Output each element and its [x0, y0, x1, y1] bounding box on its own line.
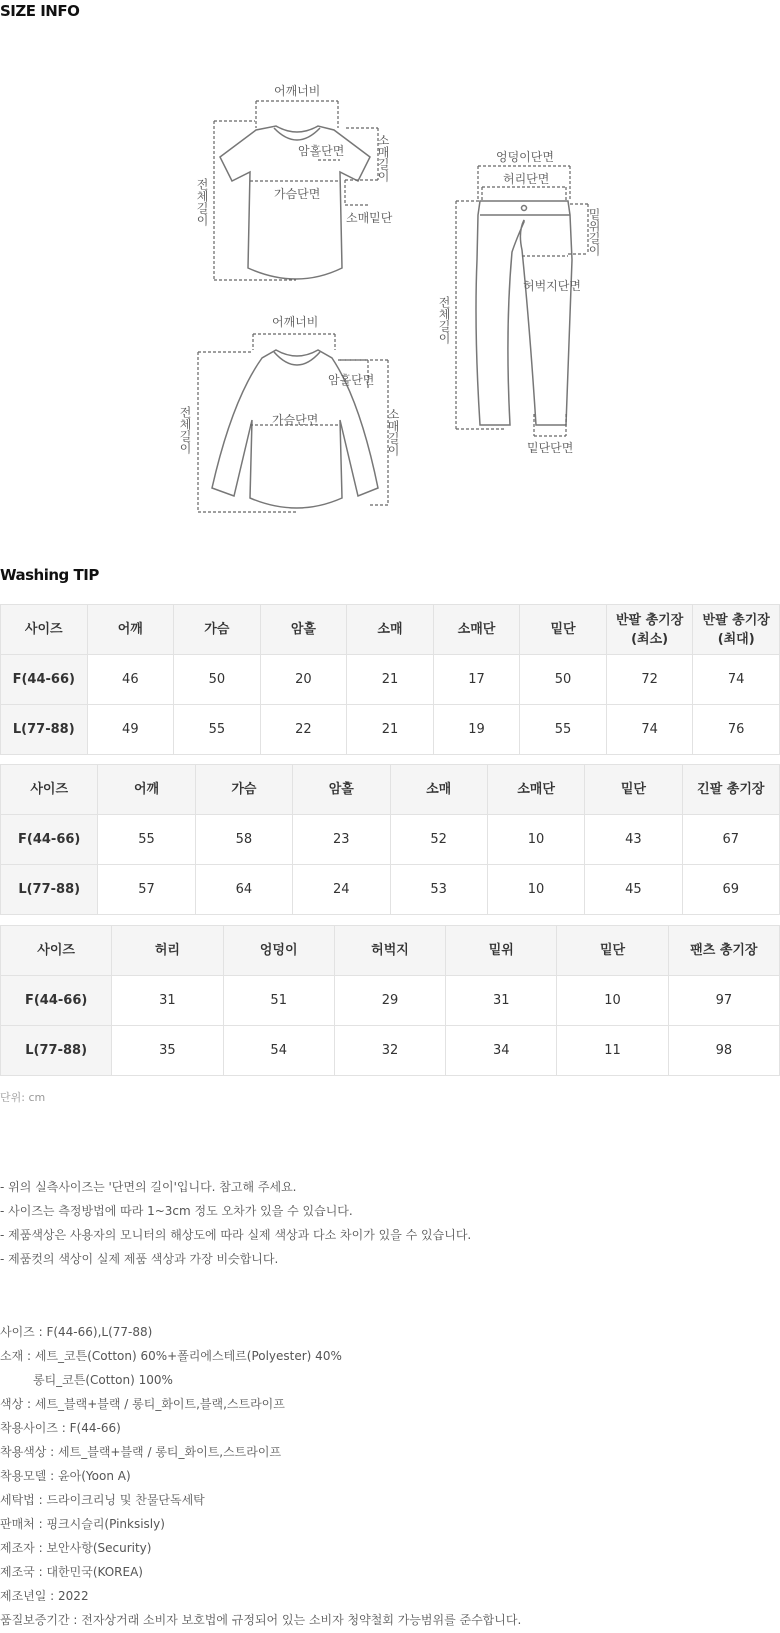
info-fit-size: 착용사이즈 : F(44-66)	[0, 1421, 121, 1435]
table-header-cell: 밑위	[446, 926, 557, 976]
table-cell: 98	[668, 1026, 779, 1076]
long-sleeve-size-table	[0, 764, 780, 915]
info-material: 소재 : 세트_코튼(Cotton) 60%+폴리에스테르(Polyester) 40%	[0, 1349, 342, 1363]
table-cell: 24	[293, 865, 390, 915]
note-line: - 제품컷의 색상이 실제 제품 색상과 가장 비슷합니다.	[0, 1252, 279, 1266]
pants-hip-label: 엉덩이단면	[496, 150, 554, 164]
table-cell: 21	[347, 705, 434, 755]
table-header-cell: 반팔 총기장 (최대)	[693, 605, 780, 655]
table-cell: 49	[87, 705, 174, 755]
table-header-cell: 암홀	[260, 605, 347, 655]
table-cell: 50	[520, 655, 607, 705]
table-header-row	[1, 926, 780, 976]
table-cell: 32	[334, 1026, 445, 1076]
table-header-cell: 소매	[390, 765, 487, 815]
table-header-cell: 반팔 총기장 (최소)	[606, 605, 693, 655]
table-row	[1, 865, 780, 915]
tshirt-diagram	[220, 126, 370, 279]
table-header-cell: 밑단	[557, 926, 668, 976]
table-cell: 46	[87, 655, 174, 705]
table-cell: 69	[682, 865, 779, 915]
table-row	[1, 705, 780, 755]
tshirt-sleeve-hem-label: 소매밑단	[346, 211, 393, 225]
table-cell: 31	[446, 976, 557, 1026]
table-cell: 55	[98, 815, 195, 865]
table-row-size: F(44-66)	[1, 655, 88, 705]
size-diagram	[0, 0, 780, 560]
size-info-title: SIZE INFO	[0, 2, 80, 20]
table-header-cell: 허리	[112, 926, 223, 976]
longsleeve-chest-label: 가슴단면	[272, 413, 319, 427]
table-header-cell: 암홀	[293, 765, 390, 815]
table-cell: 43	[585, 815, 682, 865]
longsleeve-sleeve-length-label: 소매길이	[386, 408, 400, 456]
table-header-cell: 사이즈	[1, 926, 112, 976]
table-header-cell: 가슴	[195, 765, 292, 815]
table-header-cell: 사이즈	[1, 605, 88, 655]
table-header-cell: 긴팔 총기장	[682, 765, 779, 815]
table-cell: 52	[390, 815, 487, 865]
table-cell: 31	[112, 976, 223, 1026]
table-cell: 74	[606, 705, 693, 755]
table-cell: 20	[260, 655, 347, 705]
table-cell: 34	[446, 1026, 557, 1076]
table-row	[1, 655, 780, 705]
table-cell: 19	[433, 705, 520, 755]
unit-note: 단위: cm	[0, 1091, 46, 1104]
table-cell: 29	[334, 976, 445, 1026]
product-info	[0, 1320, 521, 1632]
table-row	[1, 815, 780, 865]
table-row	[1, 1026, 780, 1076]
tshirt-chest-label: 가슴단면	[274, 187, 321, 201]
info-washing: 세탁법 : 드라이크리닝 및 찬물단독세탁	[0, 1493, 205, 1507]
table-cell: 10	[487, 865, 584, 915]
table-cell: 11	[557, 1026, 668, 1076]
table-row-size: L(77-88)	[1, 705, 88, 755]
table-cell: 64	[195, 865, 292, 915]
table-header-cell: 소매단	[487, 765, 584, 815]
table-cell: 57	[98, 865, 195, 915]
table-cell: 17	[433, 655, 520, 705]
longsleeve-total-length-label: 전체길이	[178, 406, 192, 454]
size-notes	[0, 1175, 471, 1271]
table-header-cell: 사이즈	[1, 765, 98, 815]
note-line: - 사이즈는 측정방법에 따라 1~3cm 정도 오차가 있을 수 있습니다.	[0, 1204, 353, 1218]
table-row-size: F(44-66)	[1, 976, 112, 1026]
info-country: 제조국 : 대한민국(KOREA)	[0, 1565, 143, 1579]
table-cell: 51	[223, 976, 334, 1026]
table-row-size: L(77-88)	[1, 1026, 112, 1076]
info-material-2: 롱티_코튼(Cotton) 100%	[33, 1373, 173, 1387]
table-row-size: F(44-66)	[1, 815, 98, 865]
pants-hem-label: 밑단단면	[527, 441, 574, 455]
pants-size-table	[0, 925, 780, 1076]
pants-total-length-label: 전체길이	[437, 296, 451, 344]
table-cell: 54	[223, 1026, 334, 1076]
note-line: - 위의 실측사이즈는 '단면의 길이'입니다. 참고해 주세요.	[0, 1180, 297, 1194]
tshirt-armhole-label: 암홀단면	[298, 144, 345, 158]
pants-thigh-label: 허벅지단면	[523, 279, 581, 293]
table-header-cell: 어깨	[98, 765, 195, 815]
table-header-cell: 가슴	[174, 605, 261, 655]
table-cell: 10	[557, 976, 668, 1026]
table-header-cell: 어깨	[87, 605, 174, 655]
info-seller: 판매처 : 핑크시슬리(Pinksisly)	[0, 1517, 165, 1531]
tshirt-sleeve-length-label: 소매길이	[376, 134, 390, 182]
table-header-cell: 밑단	[585, 765, 682, 815]
washing-tip-title: Washing TIP	[0, 566, 99, 584]
longsleeve-shoulder-label: 어깨너비	[272, 315, 319, 329]
table-header-cell: 밑단	[520, 605, 607, 655]
info-year: 제조년일 : 2022	[0, 1589, 89, 1603]
pants-diagram	[476, 201, 572, 425]
table-cell: 53	[390, 865, 487, 915]
table-header-row	[1, 605, 780, 655]
table-cell: 22	[260, 705, 347, 755]
table-cell: 50	[174, 655, 261, 705]
table-cell: 97	[668, 976, 779, 1026]
table-cell: 45	[585, 865, 682, 915]
table-cell: 21	[347, 655, 434, 705]
pants-waist-label: 허리단면	[503, 172, 550, 186]
info-fit-color: 착용색상 : 세트_블랙+블랙 / 롱티_화이트,스트라이프	[0, 1445, 282, 1459]
table-header-cell: 소매단	[433, 605, 520, 655]
table-header-cell: 팬츠 총기장	[668, 926, 779, 976]
table-cell: 67	[682, 815, 779, 865]
longsleeve-armhole-label: 암홀단면	[328, 373, 375, 387]
table-cell: 55	[520, 705, 607, 755]
info-warranty: 품질보증기간 : 전자상거래 소비자 보호법에 규정되어 있는 소비자 청약철회 가능범위를 준수합니다.	[0, 1613, 522, 1627]
table-header-cell: 허벅지	[334, 926, 445, 976]
info-color: 색상 : 세트_블랙+블랙 / 롱티_화이트,블랙,스트라이프	[0, 1397, 285, 1411]
note-line: - 제품색상은 사용자의 모니터의 해상도에 따라 실제 색상과 다소 차이가 있을 수 있습니다.	[0, 1228, 472, 1242]
table-cell: 76	[693, 705, 780, 755]
table-row-size: L(77-88)	[1, 865, 98, 915]
table-cell: 23	[293, 815, 390, 865]
table-cell: 72	[606, 655, 693, 705]
table-cell: 10	[487, 815, 584, 865]
info-size: 사이즈 : F(44-66),L(77-88)	[0, 1325, 153, 1339]
table-header-row	[1, 765, 780, 815]
info-model: 착용모델 : 윤아(Yoon A)	[0, 1469, 131, 1483]
table-header-cell: 엉덩이	[223, 926, 334, 976]
table-row	[1, 976, 780, 1026]
tshirt-total-length-label: 전체길이	[195, 178, 209, 226]
table-header-cell: 소매	[347, 605, 434, 655]
pants-rise-label: 밑위길이	[587, 208, 601, 256]
table-cell: 58	[195, 815, 292, 865]
tshirt-shoulder-label: 어깨너비	[274, 84, 321, 98]
info-maker: 제조자 : 보안사항(Security)	[0, 1541, 152, 1555]
table-cell: 55	[174, 705, 261, 755]
table-cell: 74	[693, 655, 780, 705]
short-sleeve-size-table	[0, 604, 780, 755]
table-cell: 35	[112, 1026, 223, 1076]
